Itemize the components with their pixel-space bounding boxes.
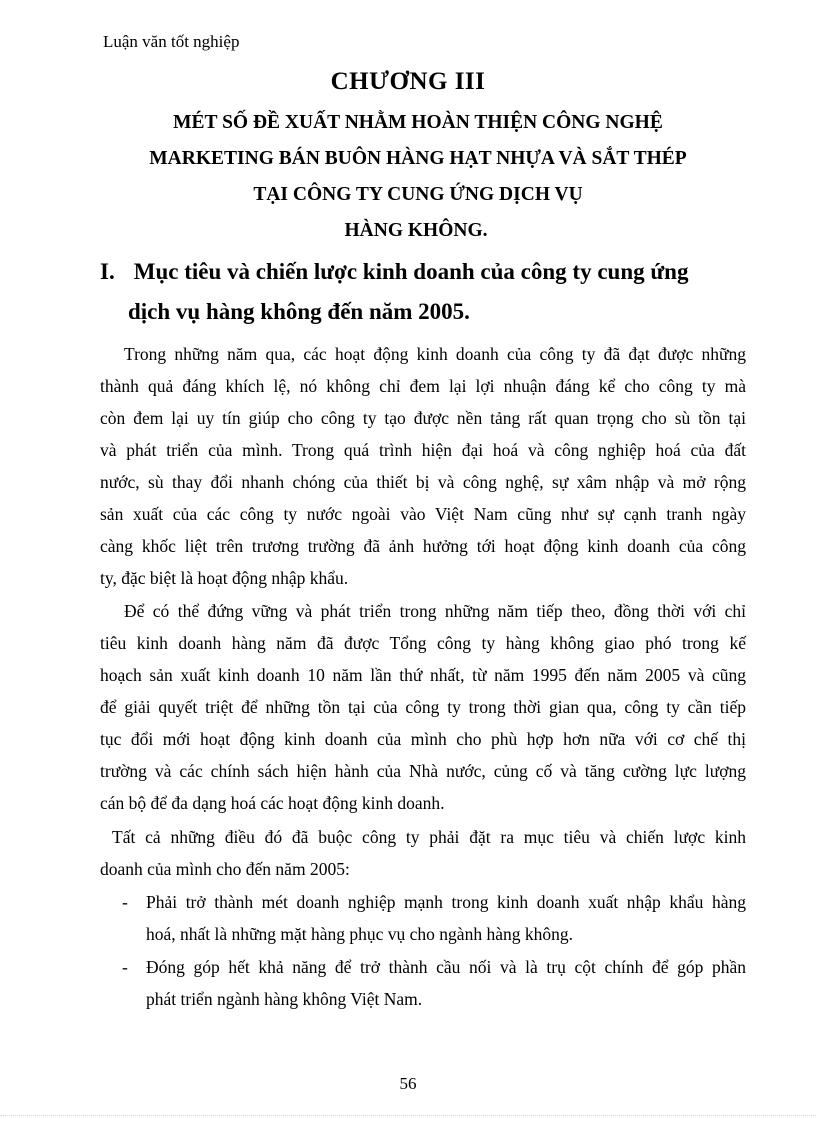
bullet-dash: -	[122, 957, 128, 977]
bullet-line: Phải trở thành mét doanh nghiệp mạnh trong kinh doanh xuất nhập khẩu hàng	[146, 892, 746, 912]
chapter-title-line-2: MARKETING BÁN BUÔN HÀNG HẠT NHỰA VÀ SẮT THÉP	[149, 148, 687, 169]
paragraph-line: tục đổi mới hoạt động kinh doanh của mình cho phù hợp hơn nữa với cơ chế thị	[100, 729, 746, 749]
paragraph-line: còn đem lại uy tín giúp cho công ty tạo được nền tảng rất quan trọng cho sù tồn tại	[100, 408, 746, 428]
paragraph-line: và phát triển của mình. Trong quá trình hiện đại hoá và công nghiệp hoá của đất	[100, 440, 746, 460]
bullet-line: phát triển ngành hàng không Việt Nam.	[146, 989, 423, 1009]
paragraph-line: để giải quyết triệt để những tồn tại của công ty trong thời gian qua, công ty cần tiếp	[100, 697, 746, 717]
bullet-line: Đóng góp hết khả năng để trở thành cầu nối và là trụ cột chính để góp phần	[146, 957, 746, 977]
paragraph-line: Để có thể đứng vững và phát triển trong những năm tiếp theo, đồng thời với chỉ	[124, 601, 746, 621]
running-header: Luận văn tốt nghiệp	[103, 32, 240, 51]
page-bottom-divider	[0, 1115, 816, 1116]
paragraph-line: Tất cả những điều đó đã buộc công ty phải đặt ra mục tiêu và chiến lược kinh	[112, 827, 746, 847]
chapter-title-line-4: HÀNG KHÔNG.	[344, 220, 488, 241]
paragraph-line: nước, sù thay đổi nhanh chóng của thiết bị và công nghệ, sự xâm nhập và mở rộng	[100, 472, 746, 492]
bullet-line: hoá, nhất là những mặt hàng phục vụ cho ngành hàng không.	[146, 924, 573, 944]
paragraph-line: cán bộ để đa dạng hoá các hoạt động kinh doanh.	[100, 793, 445, 813]
paragraph-line: trường và các chính sách hiện hành của Nhà nước, củng cố và tăng cường lực lượng	[100, 761, 746, 781]
section-heading-line-1	[100, 259, 750, 285]
bullet-dash: -	[122, 892, 128, 912]
section-title-text: Mục tiêu và chiến lược kinh doanh của công ty cung ứng	[133, 259, 689, 284]
section-number: I.	[100, 259, 115, 284]
paragraph-line: ty, đặc biệt là hoạt động nhập khẩu.	[100, 568, 349, 588]
page-number: 56	[399, 1074, 417, 1093]
paragraph-line: thành quả đáng khích lệ, nó không chỉ đem lại lợi nhuận đáng kể cho công ty mà	[100, 376, 746, 396]
paragraph-line: doanh của mình cho đến năm 2005:	[100, 859, 350, 879]
paragraph-line: hoạch sản xuất kinh doanh 10 năm lần thứ nhất, từ năm 1995 đến năm 2005 và cũng	[100, 665, 746, 685]
chapter-number: CHƯƠNG III	[330, 68, 486, 95]
chapter-title-line-3: TẠI CÔNG TY CUNG ỨNG DỊCH VỤ	[253, 184, 583, 205]
section-heading-line-2: dịch vụ hàng không đến năm 2005.	[128, 299, 470, 324]
paragraph-line: Trong những năm qua, các hoạt động kinh doanh của công ty đã đạt được những	[124, 344, 746, 364]
paragraph-line: càng khốc liệt trên trương trường đã ảnh hưởng tới hoạt động kinh doanh của công	[100, 536, 746, 556]
paragraph-line: tiêu kinh doanh hàng năm đã được Tổng công ty hàng không giao phó trong kế	[100, 633, 746, 653]
chapter-title-line-1: MÉT SỐ ĐỀ XUẤT NHẰM HOÀN THIỆN CÔNG NGHỆ	[173, 112, 663, 133]
paragraph-line: sản xuất của các công ty nước ngoài vào Việt Nam cũng như sự cạnh tranh ngày	[100, 504, 746, 524]
